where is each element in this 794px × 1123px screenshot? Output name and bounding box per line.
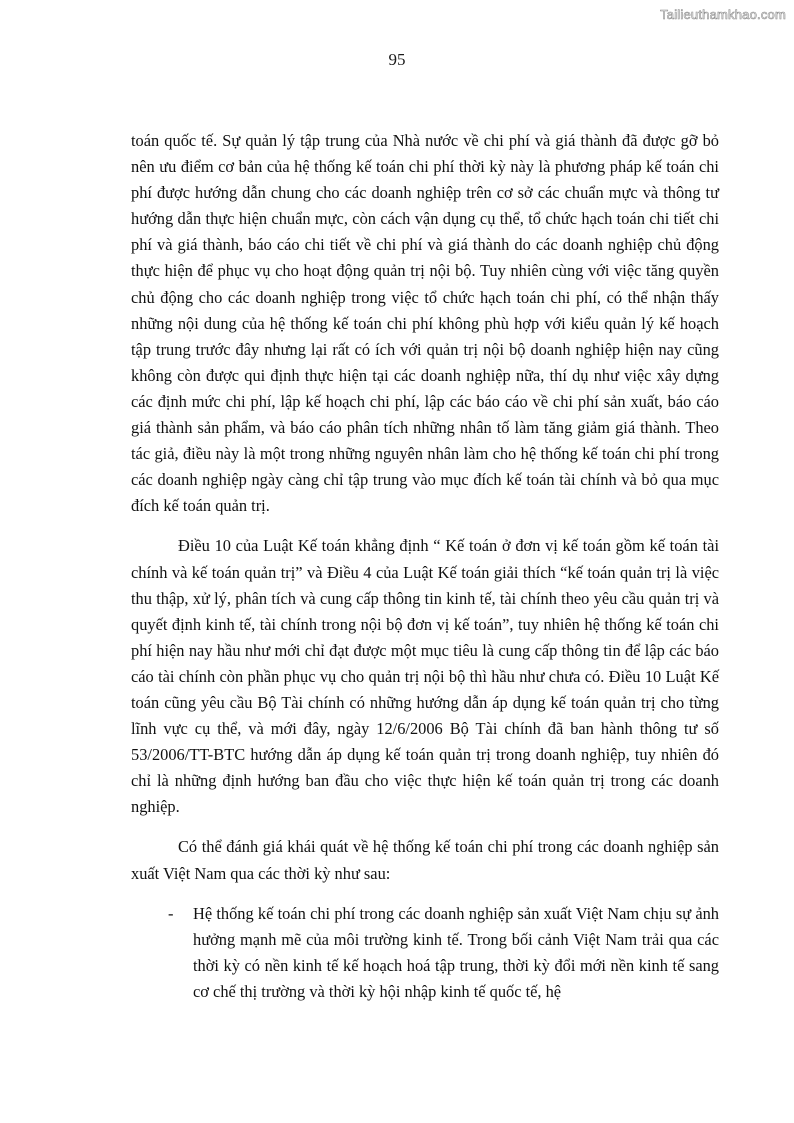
bullet-marker: - <box>168 903 174 923</box>
bullet-text: Hệ thống kế toán chi phí trong các doanh nghiệp sản xuất Việt Nam chịu sự ảnh hưởng mạnh mẽ của môi trường kinh tế. Trong bối cảnh Việt Nam trải qua các thời kỳ có nền kinh tế kế hoạch hoá tập trung, thời kỳ đổi mới nền kinh tế sang cơ chế thị trường và thời kỳ hội nhập kinh tế quốc tế, hệ <box>193 903 719 1001</box>
bullet-item <box>168 901 719 1005</box>
page-number: 95 <box>388 50 406 69</box>
watermark: Tailieuthamkhao.com <box>660 7 786 22</box>
paragraph-2: Điều 10 của Luật Kế toán khẳng định “ Kế toán ở đơn vị kế toán gồm kế toán tài chính và kế toán quản trị” và Điều 4 của Luật Kế toán giải thích “kế toán quản trị là việc thu thập, xử lý, phân tích và cung cấp thông tin kinh tế, tài chính theo yêu cầu quản trị và quyết định kinh tế, tài chính trong nội bộ đơn vị kế toán”, tuy nhiên hệ thống kế toán chi phí hiện nay hầu như mới chỉ đạt được một mục tiêu là cung cấp thông tin để lập các báo cáo tài chính còn phần phục vụ cho quản trị nội bộ thì hầu như chưa có. Điều 10 Luật Kế toán cũng yêu cầu Bộ Tài chính có những hướng dẫn áp dụng kế toán quản trị cho từng lĩnh vực cụ thể, và mới đây, ngày 12/6/2006 Bộ Tài chính đã ban hành thông tư số 53/2006/TT-BTC hướng dẫn áp dụng kế toán quản trị trong doanh nghiệp, tuy nhiên đó chỉ là những định hướng ban đầu cho việc thực hiện kế toán quản trị trong các doanh nghiệp. <box>131 536 719 817</box>
paragraph-3: Có thể đánh giá khái quát về hệ thống kế toán chi phí trong các doanh nghiệp sản xuất Việt Nam qua các thời kỳ như sau: <box>131 837 719 883</box>
document-body <box>131 128 719 1005</box>
paragraph-1: toán quốc tế. Sự quản lý tập trung của Nhà nước về chi phí và giá thành đã được gỡ bỏ nên ưu điểm cơ bản của hệ thống kế toán chi phí thời kỳ này là phương pháp kế toán chi phí được hướng dẫn chung cho các doanh nghiệp trên cơ sở các chuẩn mực và thông tư hướng dẫn thực hiện chuẩn mực, còn cách vận dụng cụ thể, tổ chức hạch toán chi tiết chi phí và giá thành, báo cáo chi tiết về chi phí và giá thành do các doanh nghiệp chủ động thực hiện để phục vụ cho hoạt động quản trị nội bộ. Tuy nhiên cùng với việc tăng quyền chủ động cho các doanh nghiệp trong việc tổ chức hạch toán chi phí, có thể nhận thấy những nội dung của hệ thống kế toán chi phí không phù hợp với kiểu quản lý kế hoạch tập trung trước đây nhưng lại rất có ích với quản trị nội bộ doanh nghiệp hiện nay cũng không còn được qui định thực hiện tại các doanh nghiệp nữa, thí dụ như việc xây dựng các định mức chi phí, lập kế hoạch chi phí, lập các báo cáo về chi phí sản xuất, báo cáo giá thành sản phẩm, và báo cáo phân tích những nhân tố làm tăng giảm giá thành. Theo tác giả, điều này là một trong những nguyên nhân làm cho hệ thống kế toán chi phí trong các doanh nghiệp ngày càng chỉ tập trung vào mục đích kế toán tài chính và bỏ qua mục đích kế toán quản trị. <box>131 131 719 516</box>
